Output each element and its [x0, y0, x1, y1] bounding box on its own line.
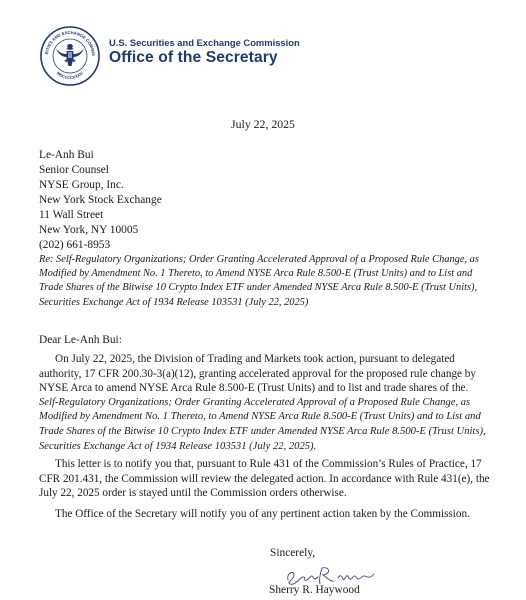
address-line: (202) 661-8953 [39, 239, 111, 251]
address-line: Le-Anh Bui [39, 149, 94, 161]
paragraph-1-text: On July 22, 2025, the Division of Trading and Markets took action, pursuant to delegated authority, 17 CFR 200.30-3(a)(12), granting accelerated approval for the proposed rule change by NYSE Arca to amend NYSE Arca Rule 8.500-E (Trust Units) and to list and trade shares of the. [39, 353, 476, 395]
letter-date: July 22, 2025 [231, 117, 295, 131]
signer-name: Sherry R. Haywood [269, 584, 360, 596]
sec-seal-logo [40, 26, 100, 86]
address-line: 11 Wall Street [39, 209, 104, 221]
body-paragraph-2: This letter is to notify you that, pursuant to Rule 431 of the Commission’s Rules of Practice, 17 CFR 201.431, the Commission will review the delegated action. In accordance with Rule 431(e), the July 22, 2025 order is stayed until the Commission orders otherwise. [39, 458, 490, 500]
address-line: NYSE Group, Inc. [39, 179, 124, 191]
subject-line: Re: Self-Regulatory Organizations; Order Granting Accelerated Approval of a Proposed Rule Change, as Modified by Amendment No. 1 Thereto, to Amend NYSE Arca Rule 8.500-E (Trust Units) and to List and Trade Shares of the Bitwise 10 Crypto Index ETF under Amended NYSE Arca Rule 8.500-E (Trust Units), Securities Exchange Act of 1934 Release 103531 (July 22, 2025) [39, 254, 479, 308]
svg-text:MDCCCCXXXIV: MDCCCCXXXIV [55, 70, 85, 81]
svg-text:SECURITIES AND EXCHANGE COMMIS: RITIES AND EXCHANGE COMMIS [44, 29, 97, 57]
closing: Sincerely, [270, 547, 316, 559]
body-paragraph-3: The Office of the Secretary will notify you of any pertinent action taken by the Commission. [55, 508, 470, 520]
paragraph-1-italic-citation: Self-Regulatory Organizations; Order Granting Accelerated Approval of a Proposed Rule Change, as Modified by Amendment No. 1 Thereto, to Amend NYSE Arca Rule 8.500-E (Trust Units) and to List and Trade Shares of the Bitwise 10 Crypto Index ETF under Amended NYSE Arca Rule 8.500-E (Trust Units), Securities Exchange Act of 1934 Release 103531 (July 22, 2025). [39, 396, 486, 452]
office-name: Office of the Secretary [109, 49, 278, 66]
agency-name: U.S. Securities and Exchange Commission [109, 37, 300, 48]
salutation: Dear Le-Anh Bui: [39, 334, 122, 346]
address-line: Senior Counsel [39, 164, 109, 176]
address-line: New York, NY 10005 [39, 224, 139, 236]
body-paragraph-1 [39, 352, 499, 454]
address-line: New York Stock Exchange [39, 194, 162, 206]
recipient-address [39, 148, 162, 253]
